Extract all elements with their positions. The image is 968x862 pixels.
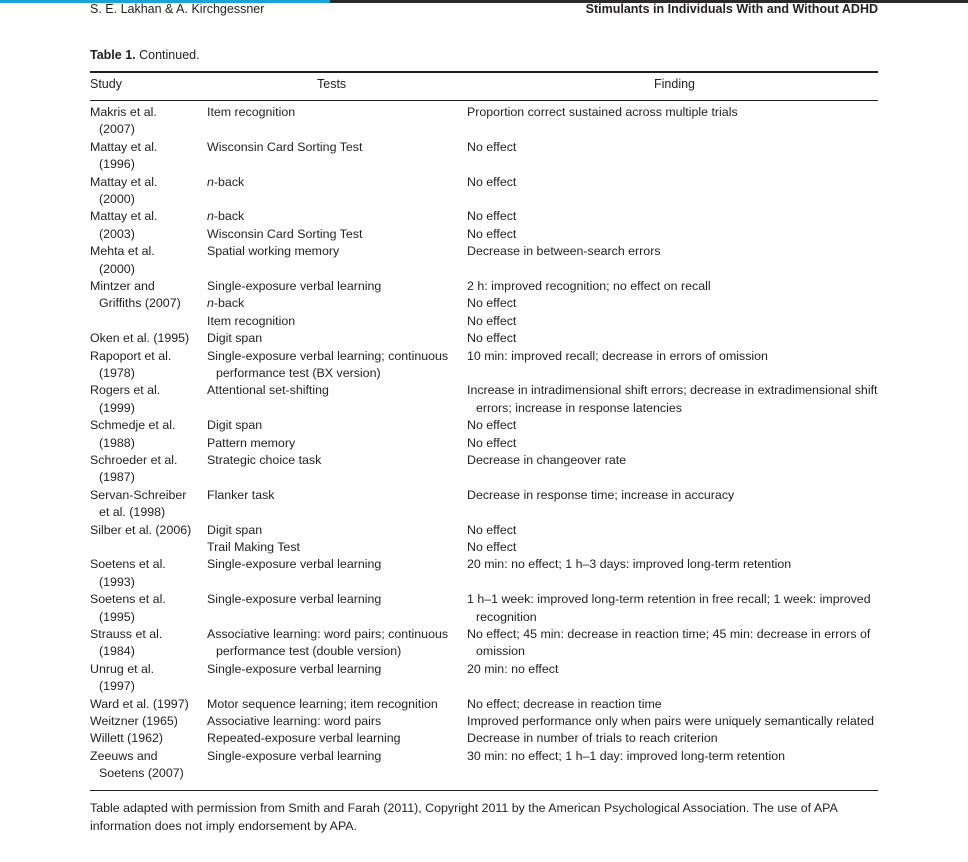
study-cell bbox=[90, 243, 202, 278]
test-line: Motor sequence learning; item recognition bbox=[207, 696, 438, 711]
study-line: Oken et al. (1995) bbox=[90, 331, 190, 346]
finding-line: 1 h–1 week: improved long-term retention in free recall; 1 week: improved bbox=[467, 592, 871, 607]
table-row bbox=[90, 591, 878, 626]
study-cell bbox=[90, 748, 202, 783]
test-line: performance test (BX version) bbox=[216, 365, 381, 380]
study-line: Rogers et al. bbox=[90, 383, 161, 398]
study-line: Ward et al. (1997) bbox=[90, 696, 189, 711]
study-line: Soetens et al. bbox=[90, 557, 166, 572]
finding-line: No effect; 45 min: decrease in reaction time; 45 min: decrease in errors of bbox=[467, 626, 871, 641]
finding-line: No effect bbox=[467, 539, 517, 554]
test-line: Flanker task bbox=[207, 487, 275, 502]
tests-cell bbox=[207, 748, 457, 765]
finding-line: No effect bbox=[467, 313, 517, 328]
test-line: Strategic choice task bbox=[207, 452, 322, 467]
table-row bbox=[90, 278, 878, 330]
tests-cell bbox=[207, 626, 457, 661]
table-row bbox=[90, 626, 878, 661]
table-row bbox=[90, 522, 878, 557]
table-row bbox=[90, 243, 878, 278]
table-row bbox=[90, 139, 878, 174]
study-cell bbox=[90, 556, 202, 591]
test-line: n-back bbox=[207, 209, 245, 224]
finding-line: Proportion correct sustained across multiple trials bbox=[467, 105, 738, 119]
finding-line: Decrease in changeover rate bbox=[467, 452, 627, 467]
tests-cell bbox=[207, 487, 457, 504]
study-cell bbox=[90, 713, 202, 730]
table-row bbox=[90, 330, 878, 347]
table-row bbox=[90, 696, 878, 713]
study-cell bbox=[90, 174, 202, 209]
test-line: Single-exposure verbal learning bbox=[207, 557, 382, 572]
table-row bbox=[90, 348, 878, 383]
finding-line: errors; increase in response latencies bbox=[476, 400, 682, 415]
finding-line: 20 min: no effect bbox=[467, 661, 559, 676]
tests-cell bbox=[207, 382, 457, 399]
study-line: (1997) bbox=[99, 679, 135, 694]
study-line: (2000) bbox=[99, 192, 135, 206]
tests-cell bbox=[207, 348, 457, 383]
table-top-rule bbox=[90, 71, 878, 73]
finding-line: Decrease in number of trials to reach criterion bbox=[467, 731, 718, 746]
study-line: Mehta et al. bbox=[90, 244, 155, 259]
test-line: Wisconsin Card Sorting Test bbox=[207, 139, 363, 154]
finding-cell bbox=[467, 522, 878, 557]
finding-cell bbox=[467, 696, 878, 713]
tests-cell bbox=[207, 104, 457, 121]
table-row bbox=[90, 661, 878, 696]
finding-line: No effect bbox=[467, 226, 517, 241]
finding-line: No effect bbox=[467, 522, 517, 537]
test-line: Digit span bbox=[207, 418, 263, 433]
column-header-tests: Tests bbox=[317, 77, 347, 91]
table-row bbox=[90, 174, 878, 209]
finding-line: Improved performance only when pairs were uniquely semantically related bbox=[467, 713, 875, 728]
test-line: Item recognition bbox=[207, 313, 296, 328]
study-line: Zeeuws and bbox=[90, 748, 158, 763]
finding-line: Increase in intradimensional shift errors; decrease in extradimensional shift bbox=[467, 383, 878, 398]
tests-cell bbox=[207, 243, 457, 260]
tests-cell bbox=[207, 208, 457, 243]
test-line: Single-exposure verbal learning bbox=[207, 661, 382, 676]
finding-cell bbox=[467, 174, 878, 191]
finding-cell bbox=[467, 139, 878, 156]
table-row bbox=[90, 382, 878, 417]
table-row bbox=[90, 556, 878, 591]
study-cell bbox=[90, 104, 202, 139]
finding-cell bbox=[467, 626, 878, 661]
study-line: (1995) bbox=[99, 609, 135, 624]
tests-cell bbox=[207, 661, 457, 678]
finding-cell bbox=[467, 104, 878, 121]
study-line: (2000) bbox=[99, 261, 135, 276]
test-line: n-back bbox=[207, 174, 245, 189]
study-line: Rapoport et al. bbox=[90, 348, 172, 363]
column-header-study: Study bbox=[90, 77, 122, 91]
study-cell bbox=[90, 591, 202, 626]
finding-cell bbox=[467, 452, 878, 469]
table-row bbox=[90, 452, 878, 487]
table-row bbox=[90, 713, 878, 730]
finding-cell bbox=[467, 382, 878, 417]
study-cell bbox=[90, 522, 202, 539]
study-cell bbox=[90, 348, 202, 383]
test-line: Digit span bbox=[207, 522, 263, 537]
finding-cell bbox=[467, 591, 878, 626]
study-cell bbox=[90, 208, 202, 243]
table-row bbox=[90, 417, 878, 452]
study-line: Schroeder et al. bbox=[90, 452, 178, 467]
study-cell bbox=[90, 382, 202, 417]
study-line: Silber et al. (2006) bbox=[90, 522, 192, 537]
table-caption-label: Table 1. bbox=[90, 48, 136, 62]
tests-cell bbox=[207, 730, 457, 747]
study-line: Soetens (2007) bbox=[99, 766, 184, 781]
finding-cell bbox=[467, 417, 878, 452]
study-line: Griffiths (2007) bbox=[99, 296, 181, 311]
study-line: Strauss et al. bbox=[90, 626, 163, 641]
table-row bbox=[90, 208, 878, 243]
table-caption bbox=[90, 48, 200, 62]
running-header-title: Stimulants in Individuals With and Without ADHD bbox=[585, 2, 878, 16]
tests-cell bbox=[207, 556, 457, 573]
test-line: Single-exposure verbal learning bbox=[207, 278, 382, 293]
finding-line: 2 h: improved recognition; no effect on recall bbox=[467, 278, 711, 293]
study-line: (1993) bbox=[99, 574, 135, 589]
finding-line: 20 min: no effect; 1 h–3 days: improved long-term retention bbox=[467, 557, 792, 572]
finding-cell bbox=[467, 661, 878, 678]
finding-cell bbox=[467, 348, 878, 365]
table-body bbox=[90, 104, 878, 783]
finding-cell bbox=[467, 243, 878, 260]
study-cell bbox=[90, 696, 202, 713]
finding-line: No effect bbox=[467, 209, 517, 224]
test-line: Associative learning: word pairs bbox=[207, 713, 382, 728]
tests-cell bbox=[207, 452, 457, 469]
test-line: n-back bbox=[207, 296, 245, 311]
study-cell bbox=[90, 330, 202, 347]
test-line: Repeated-exposure verbal learning bbox=[207, 731, 401, 746]
tests-cell bbox=[207, 522, 457, 557]
test-line: Single-exposure verbal learning bbox=[207, 592, 382, 607]
table-bottom-rule bbox=[90, 790, 878, 791]
table-row bbox=[90, 487, 878, 522]
test-line: Pattern memory bbox=[207, 435, 296, 450]
study-cell bbox=[90, 417, 202, 452]
tests-cell bbox=[207, 139, 457, 156]
finding-line: No effect bbox=[467, 174, 517, 189]
table-row bbox=[90, 730, 878, 747]
tests-cell bbox=[207, 696, 457, 713]
finding-line: Decrease in response time; increase in accuracy bbox=[467, 487, 735, 502]
finding-line: 30 min: no effect; 1 h–1 day: improved long-term retention bbox=[467, 748, 785, 763]
table-caption-text: Continued. bbox=[139, 48, 200, 62]
tests-cell bbox=[207, 713, 457, 730]
study-cell bbox=[90, 278, 202, 313]
finding-line: No effect bbox=[467, 331, 517, 346]
study-line: (1987) bbox=[99, 470, 135, 485]
study-line: Makris et al. bbox=[90, 105, 157, 119]
study-line: Soetens et al. bbox=[90, 592, 166, 607]
finding-line: recognition bbox=[476, 609, 537, 624]
tests-cell bbox=[207, 278, 457, 330]
study-line: Willett (1962) bbox=[90, 731, 163, 746]
study-line: Mattay et al. bbox=[90, 209, 158, 224]
finding-line: No effect bbox=[467, 435, 517, 450]
finding-line: Decrease in between-search errors bbox=[467, 244, 661, 259]
study-line: (1999) bbox=[99, 400, 135, 415]
finding-cell bbox=[467, 208, 878, 243]
study-cell bbox=[90, 730, 202, 747]
test-line: Item recognition bbox=[207, 105, 296, 119]
finding-line: No effect; decrease in reaction time bbox=[467, 696, 662, 711]
table-header-rule bbox=[90, 100, 878, 101]
tests-cell bbox=[207, 330, 457, 347]
finding-cell bbox=[467, 330, 878, 347]
study-line: Servan-Schreiber bbox=[90, 487, 187, 502]
finding-cell bbox=[467, 556, 878, 573]
test-line: Digit span bbox=[207, 331, 263, 346]
finding-cell bbox=[467, 278, 878, 330]
tests-cell bbox=[207, 174, 457, 191]
study-cell bbox=[90, 626, 202, 661]
study-line: Mattay et al. bbox=[90, 174, 158, 189]
table-row bbox=[90, 748, 878, 783]
study-line: Mattay et al. bbox=[90, 139, 158, 154]
table-row bbox=[90, 104, 878, 139]
tests-cell bbox=[207, 591, 457, 608]
test-line: Single-exposure verbal learning; continuous bbox=[207, 348, 449, 363]
study-line: Unrug et al. bbox=[90, 661, 155, 676]
test-line: Spatial working memory bbox=[207, 244, 340, 259]
test-line: Attentional set-shifting bbox=[207, 383, 329, 398]
study-line: (1978) bbox=[99, 365, 135, 380]
finding-cell bbox=[467, 730, 878, 747]
study-line: (1996) bbox=[99, 157, 135, 172]
study-line: Schmedje et al. bbox=[90, 418, 176, 433]
test-line: Wisconsin Card Sorting Test bbox=[207, 226, 363, 241]
finding-line: No effect bbox=[467, 139, 517, 154]
finding-cell bbox=[467, 713, 878, 730]
study-line: Mintzer and bbox=[90, 278, 155, 293]
column-header-finding: Finding bbox=[654, 77, 695, 91]
study-cell bbox=[90, 452, 202, 487]
table-note: Table adapted with permission from Smith and Farah (2011), Copyright 2011 by the American Psychological Association. The use of APA information does not imply endorsement by APA. bbox=[90, 801, 838, 833]
test-line: performance test (double version) bbox=[216, 644, 402, 659]
study-line: et al. (1998) bbox=[99, 505, 166, 520]
study-line: (2003) bbox=[99, 226, 135, 241]
study-cell bbox=[90, 661, 202, 696]
tests-cell bbox=[207, 417, 457, 452]
finding-cell bbox=[467, 487, 878, 504]
study-line: (2007) bbox=[99, 122, 135, 137]
finding-line: omission bbox=[476, 644, 525, 659]
finding-line: No effect bbox=[467, 296, 517, 311]
study-line: (1988) bbox=[99, 435, 135, 450]
finding-line: 10 min: improved recall; decrease in errors of omission bbox=[467, 348, 768, 363]
finding-line: No effect bbox=[467, 418, 517, 433]
test-line: Trail Making Test bbox=[207, 539, 300, 554]
study-cell bbox=[90, 139, 202, 174]
study-line: (1984) bbox=[99, 644, 135, 659]
test-line: Single-exposure verbal learning bbox=[207, 748, 382, 763]
study-cell bbox=[90, 487, 202, 522]
study-line: Weitzner (1965) bbox=[90, 713, 178, 728]
finding-cell bbox=[467, 748, 878, 765]
running-header-authors: S. E. Lakhan & A. Kirchgessner bbox=[90, 2, 265, 16]
test-line: Associative learning: word pairs; continuous bbox=[207, 626, 449, 641]
